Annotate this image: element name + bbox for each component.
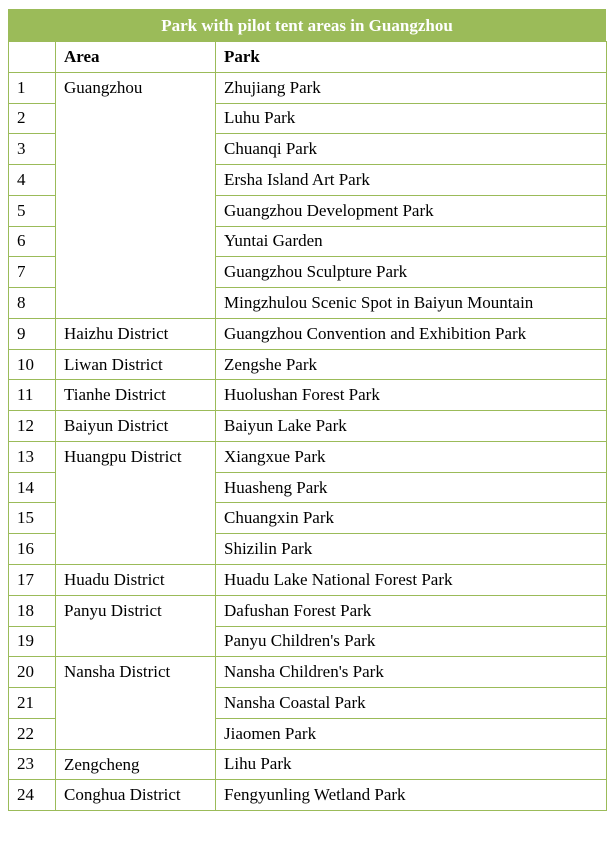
row-number: 18: [9, 595, 56, 626]
park-cell: Xiangxue Park: [216, 441, 607, 472]
area-cell: Nansha District: [56, 657, 216, 749]
park-cell: Huolushan Forest Park: [216, 380, 607, 411]
park-cell: Nansha Children's Park: [216, 657, 607, 688]
row-number: 4: [9, 165, 56, 196]
table-row: [9, 380, 607, 411]
park-cell: Chuanqi Park: [216, 134, 607, 165]
row-number: 8: [9, 288, 56, 319]
table-row: [9, 349, 607, 380]
table-row: [9, 441, 607, 472]
park-cell: Ersha Island Art Park: [216, 165, 607, 196]
park-cell: Zengshe Park: [216, 349, 607, 380]
table-body: [9, 72, 607, 810]
park-cell: Luhu Park: [216, 103, 607, 134]
area-cell: Conghua District: [56, 780, 216, 811]
header-row: [9, 42, 607, 73]
park-cell: Guangzhou Convention and Exhibition Park: [216, 318, 607, 349]
park-cell: Baiyun Lake Park: [216, 411, 607, 442]
area-cell: Haizhu District: [56, 318, 216, 349]
row-number: 24: [9, 780, 56, 811]
parks-table: [8, 41, 607, 811]
area-cell: Liwan District: [56, 349, 216, 380]
row-number: 21: [9, 688, 56, 719]
row-number: 12: [9, 411, 56, 442]
park-cell: Huasheng Park: [216, 472, 607, 503]
header-number: [9, 42, 56, 73]
row-number: 15: [9, 503, 56, 534]
row-number: 3: [9, 134, 56, 165]
row-number: 20: [9, 657, 56, 688]
area-cell: Huadu District: [56, 565, 216, 596]
area-cell: Zengcheng: [56, 749, 216, 780]
row-number: 11: [9, 380, 56, 411]
table-row: [9, 565, 607, 596]
header-area: Area: [56, 42, 216, 73]
row-number: 23: [9, 749, 56, 780]
park-cell: Fengyunling Wetland Park: [216, 780, 607, 811]
row-number: 6: [9, 226, 56, 257]
area-cell: Baiyun District: [56, 411, 216, 442]
park-cell: Shizilin Park: [216, 534, 607, 565]
row-number: 19: [9, 626, 56, 657]
table-header: [9, 42, 607, 73]
park-cell: Panyu Children's Park: [216, 626, 607, 657]
park-table-sheet: [8, 9, 606, 811]
row-number: 9: [9, 318, 56, 349]
row-number: 2: [9, 103, 56, 134]
park-cell: Jiaomen Park: [216, 718, 607, 749]
table-row: [9, 72, 607, 103]
park-cell: Lihu Park: [216, 749, 607, 780]
row-number: 7: [9, 257, 56, 288]
row-number: 14: [9, 472, 56, 503]
row-number: 10: [9, 349, 56, 380]
area-cell: Huangpu District: [56, 441, 216, 564]
area-cell: Guangzhou: [56, 72, 216, 318]
park-cell: Zhujiang Park: [216, 72, 607, 103]
table-row: [9, 318, 607, 349]
row-number: 17: [9, 565, 56, 596]
table-row: [9, 749, 607, 780]
park-cell: Guangzhou Sculpture Park: [216, 257, 607, 288]
park-cell: Dafushan Forest Park: [216, 595, 607, 626]
area-cell: Panyu District: [56, 595, 216, 657]
table-row: [9, 595, 607, 626]
row-number: 1: [9, 72, 56, 103]
table-row: [9, 780, 607, 811]
park-cell: Yuntai Garden: [216, 226, 607, 257]
header-park: Park: [216, 42, 607, 73]
area-cell: Tianhe District: [56, 380, 216, 411]
park-cell: Huadu Lake National Forest Park: [216, 565, 607, 596]
park-cell: Chuangxin Park: [216, 503, 607, 534]
park-cell: Nansha Coastal Park: [216, 688, 607, 719]
park-cell: Mingzhulou Scenic Spot in Baiyun Mountain: [216, 288, 607, 319]
table-row: [9, 411, 607, 442]
row-number: 13: [9, 441, 56, 472]
table-row: [9, 657, 607, 688]
row-number: 22: [9, 718, 56, 749]
table-title: Park with pilot tent areas in Guangzhou: [8, 9, 606, 41]
row-number: 5: [9, 195, 56, 226]
row-number: 16: [9, 534, 56, 565]
park-cell: Guangzhou Development Park: [216, 195, 607, 226]
